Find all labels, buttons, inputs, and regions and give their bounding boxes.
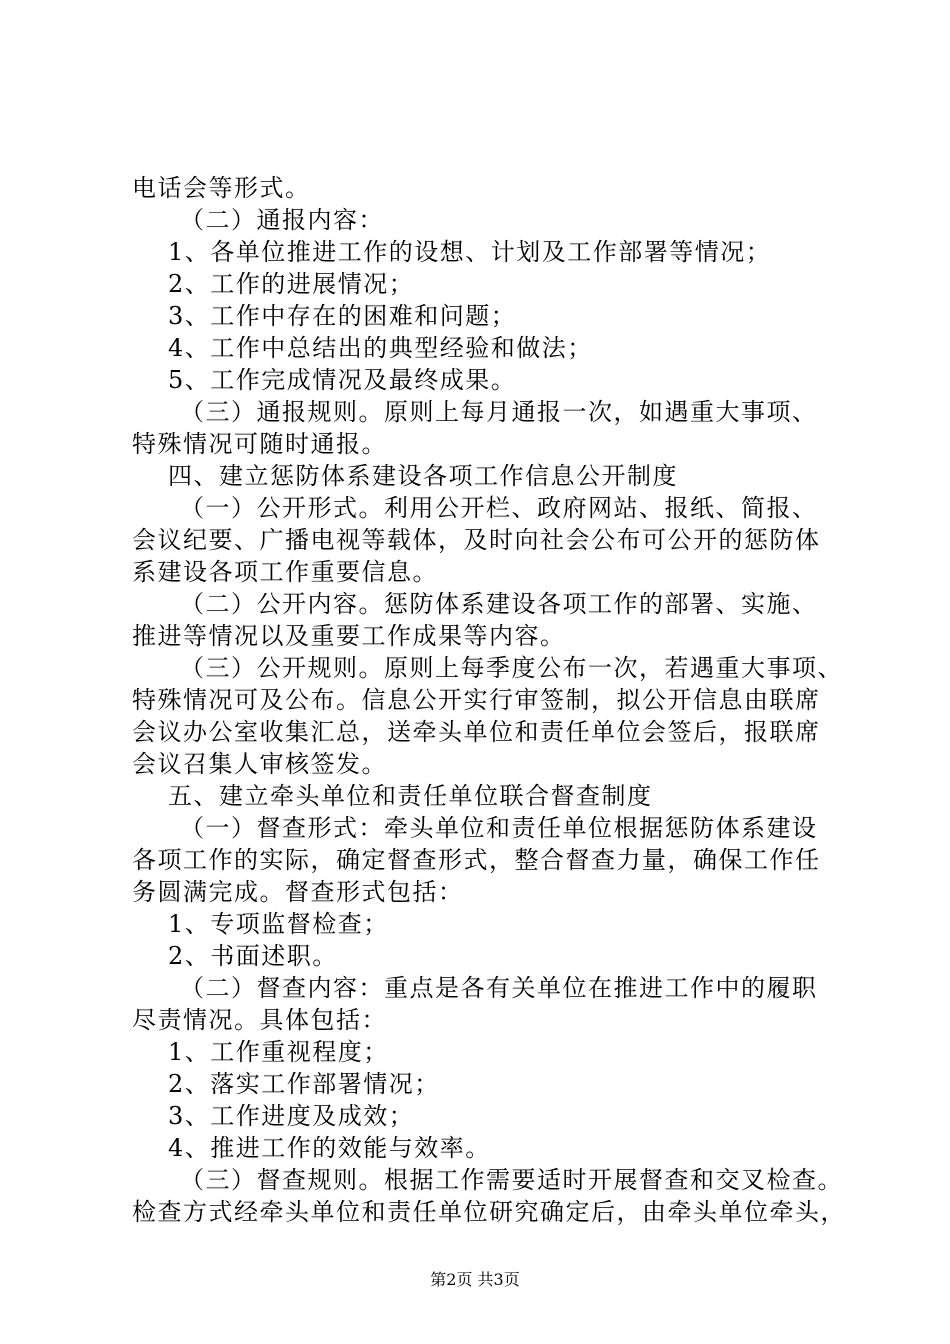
text-line: 特殊情况可随时通报。: [132, 430, 387, 458]
text-line: （二）公开内容。惩防体系建设各项工作的部署、实施、: [180, 590, 818, 618]
text-line: 尽责情况。具体包括：: [132, 1006, 387, 1034]
text-line: 1、各单位推进工作的设想、计划及工作部署等情况；: [168, 238, 772, 266]
text-line: （二）通报内容：: [180, 206, 384, 234]
text-line: 会议办公室收集汇总，送牵头单位和责任单位会签后，报联席: [132, 718, 821, 746]
text-line: 推进等情况以及重要工作成果等内容。: [132, 622, 566, 650]
text-line: （二）督查内容：重点是各有关单位在推进工作中的履职: [180, 974, 818, 1002]
text-line: 4、工作中总结出的典型经验和做法；: [168, 334, 593, 362]
text-line: 会议召集人审核签发。: [132, 750, 387, 778]
text-line: 会议纪要、广播电视等载体，及时向社会公布可公开的惩防体: [132, 526, 821, 554]
text-line: 务圆满完成。督查形式包括：: [132, 878, 464, 906]
text-line: （三）督查规则。根据工作需要适时开展督查和交叉检查。: [180, 1166, 843, 1194]
text-line: 五、建立牵头单位和责任单位联合督查制度: [168, 782, 653, 810]
text-line: 3、工作中存在的困难和问题；: [168, 302, 517, 330]
text-line: （三）通报规则。原则上每月通报一次，如遇重大事项、: [180, 398, 818, 426]
text-line: 1、工作重视程度；: [168, 1038, 389, 1066]
text-line: 检查方式经牵头单位和责任单位研究确定后，由牵头单位牵头，: [132, 1198, 846, 1226]
text-line: 系建设各项工作重要信息。: [132, 558, 438, 586]
text-line: 电话会等形式。: [132, 174, 311, 202]
text-line: 特殊情况可及公布。信息公开实行审签制，拟公开信息由联席: [132, 686, 821, 714]
text-line: 四、建立惩防体系建设各项工作信息公开制度: [168, 462, 678, 490]
document-body: [132, 172, 844, 1228]
text-line: （一）督查形式：牵头单位和责任单位根据惩防体系建设: [180, 814, 818, 842]
text-line: （一）公开形式。利用公开栏、政府网站、报纸、简报、: [180, 494, 818, 522]
text-line: （三）公开规则。原则上每季度公布一次，若遇重大事项、: [180, 654, 843, 682]
text-line: 1、专项监督检查；: [168, 910, 389, 938]
text-line: 各项工作的实际，确定督查形式，整合督查力量，确保工作任: [132, 846, 821, 874]
page-footer: 第2页 共3页: [430, 1270, 520, 1289]
text-line: 4、推进工作的效能与效率。: [168, 1134, 491, 1162]
text-line: 2、书面述职。: [168, 942, 338, 970]
text-line: 2、工作的进展情况；: [168, 270, 415, 298]
text-line: 2、落实工作部署情况；: [168, 1070, 440, 1098]
text-line: 3、工作进度及成效；: [168, 1102, 415, 1130]
text-line: 5、工作完成情况及最终成果。: [168, 366, 517, 394]
